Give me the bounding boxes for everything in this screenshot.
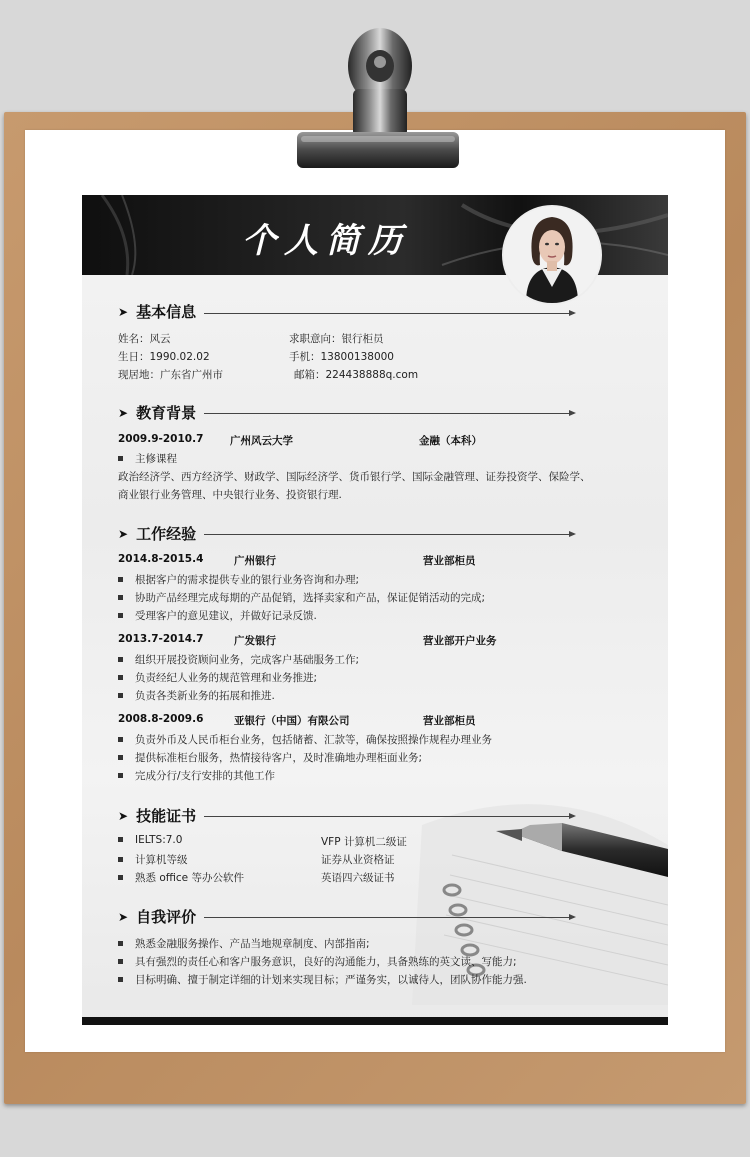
edu-period: 2009.9-2010.7 (118, 433, 204, 445)
bullet-icon (118, 977, 123, 982)
bullet-icon (118, 959, 123, 964)
section-divider (204, 917, 574, 918)
bullet-icon (118, 577, 123, 582)
job-period: 2008.8-2009.6 (118, 713, 204, 725)
chevron-right-icon: ➤ (118, 808, 129, 823)
portrait-photo-icon (504, 207, 600, 303)
resume-sheet (82, 195, 668, 1025)
list-item: 熟悉 office 等办公软件 (118, 870, 244, 885)
edu-course-label: 主修课程 (118, 451, 177, 466)
section-self (118, 906, 196, 927)
skill-cert: VFP 计算机二级证 (321, 836, 407, 848)
bullet-icon (118, 773, 123, 778)
basic-intent: 求职意向：银行柜员 (289, 333, 384, 345)
bullet-icon (118, 837, 123, 842)
edu-school: 广州风云大学 (230, 435, 293, 447)
basic-phone: 手机：13800138000 (289, 351, 394, 363)
job-period: 2014.8-2015.4 (118, 553, 204, 565)
list-item: 根据客户的需求提供专业的银行业务咨询和办理; (118, 572, 359, 587)
bullet-icon (118, 857, 123, 862)
section-divider (204, 816, 574, 817)
section-work (118, 523, 196, 544)
list-item: 计算机等级 (118, 852, 188, 867)
edu-major: 金融（本科） (419, 435, 482, 447)
basic-name: 姓名：风云 (118, 333, 171, 345)
list-item: IELTS:7.0 (118, 834, 182, 846)
list-item: 组织开展投资顾问业务，完成客户基础服务工作; (118, 652, 359, 667)
bullet-icon (118, 456, 123, 461)
bullet-icon (118, 613, 123, 618)
basic-birthday: 生日：1990.02.02 (118, 351, 210, 363)
list-item: 负责经纪人业务的规范管理和业务推进; (118, 670, 317, 685)
basic-address: 现居地：广东省广州市 (118, 369, 223, 381)
section-education-title: 教育背景 (136, 404, 197, 422)
bullet-icon (118, 693, 123, 698)
section-basic (118, 301, 196, 322)
basic-email: 邮箱：224438888q.com (294, 369, 419, 381)
job-role: 营业部柜员 (423, 715, 476, 727)
job-role: 营业部开户业务 (423, 635, 497, 647)
bullet-icon (118, 675, 123, 680)
job-role: 营业部柜员 (423, 555, 476, 567)
page-title: 个人简历 (242, 221, 410, 261)
edu-courses-line2: 商业银行业务管理、中央银行业务、投资银行理. (118, 489, 342, 501)
binder-clip-icon (297, 24, 462, 172)
avatar (502, 205, 602, 305)
chevron-right-icon: ➤ (118, 526, 129, 541)
bottom-bar (82, 1017, 668, 1025)
job-company: 广发银行 (234, 635, 276, 647)
chevron-right-icon: ➤ (118, 304, 129, 319)
section-divider (204, 313, 574, 314)
section-divider (204, 534, 574, 535)
bullet-icon (118, 755, 123, 760)
section-self-title: 自我评价 (136, 908, 197, 926)
chevron-right-icon: ➤ (118, 909, 129, 924)
edu-courses-line1: 政治经济学、西方经济学、财政学、国际经济学、货币银行学、国际金融管理、证券投资学、保险学、 (118, 471, 591, 483)
bullet-icon (118, 941, 123, 946)
list-item: 具有强烈的责任心和客户服务意识，良好的沟通能力，具备熟练的英文读、写能力; (118, 954, 517, 969)
list-item: 协助产品经理完成每期的产品促销，选择卖家和产品，保证促销活动的完成; (118, 590, 485, 605)
job-period: 2013.7-2014.7 (118, 633, 204, 645)
section-skills-title: 技能证书 (136, 807, 197, 825)
chevron-right-icon: ➤ (118, 405, 129, 420)
list-item: 负责各类新业务的拓展和推进. (118, 688, 275, 703)
section-basic-title: 基本信息 (136, 303, 197, 321)
bullet-icon (118, 595, 123, 600)
list-item: 完成分行/支行安排的其他工作 (118, 768, 275, 783)
job-company: 亚银行（中国）有限公司 (234, 715, 350, 727)
list-item: 目标明确、擅于制定详细的计划来实现目标；严谨务实，以诚待人，团队协作能力强. (118, 972, 527, 987)
bullet-icon (118, 737, 123, 742)
skill-cert: 英语四六级证书 (321, 872, 395, 884)
bullet-icon (118, 657, 123, 662)
section-skills (118, 805, 196, 826)
list-item: 熟悉金融服务操作、产品当地规章制度、内部指南; (118, 936, 370, 951)
bullet-icon (118, 875, 123, 880)
skill-cert: 证券从业资格证 (321, 854, 395, 866)
list-item: 受理客户的意见建议，并做好记录反馈. (118, 608, 317, 623)
list-item: 负责外币及人民币柜台业务，包括储蓄、汇款等，确保按照操作规程办理业务 (118, 732, 492, 747)
section-education (118, 402, 196, 423)
section-divider (204, 413, 574, 414)
job-company: 广州银行 (234, 555, 276, 567)
section-work-title: 工作经验 (136, 525, 197, 543)
list-item: 提供标准柜台服务，热情接待客户，及时准确地办理柜面业务; (118, 750, 422, 765)
